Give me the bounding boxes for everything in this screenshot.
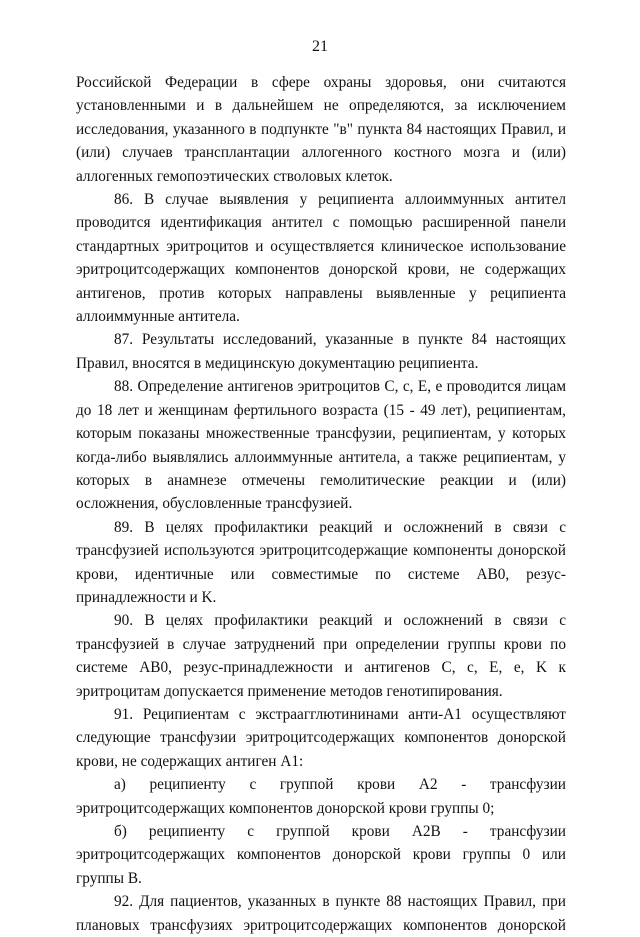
paragraph-86: 86. В случае выявления у реципиента аллоиммунных антител проводится идентификация антител с помощью расширенной панели стандартных эритроцитов и осуществляется клиническое использование эритроцитсодержащих компонентов донорской крови, не содержащих антигенов, против которых направлены выявленные у реципиента аллоиммунные антитела. <box>76 191 566 326</box>
paragraph-88: 88. Определение антигенов эритроцитов C, c, E, e проводится лицам до 18 лет и женщинам фертильного возраста (15 - 49 лет), реципиентам, которым показаны множественные трансфузии, реципиентам, у которых когда-либо выявлялись аллоиммунные антитела, а также реципиентам, у которых в анамнезе отмечены гемолитические реакции и (или) осложнения, обусловленные трансфузией. <box>76 378 566 513</box>
paragraph-91-b: б) реципиенту с группой крови A2B - трансфузии эритроцитсодержащих компонентов донорской крови группы 0 или группы B. <box>76 823 566 887</box>
paragraph-87: 87. Результаты исследований, указанные в пункте 84 настоящих Правил, вносятся в медицинскую документацию реципиента. <box>76 331 566 372</box>
document-body <box>76 71 566 937</box>
paragraph-90: 90. В целях профилактики реакций и осложнений в связи с трансфузией в случае затруднений при определении группы крови по системе AB0, резус-принадлежности и антигенов C, c, E, e, K к эритроцитам допускается применение методов генотипирования. <box>76 612 566 700</box>
paragraph-92: 92. Для пациентов, указанных в пункте 88 настоящих Правил, при плановых трансфузиях эритроцитсодержащих компонентов донорской <box>76 893 566 934</box>
paragraph-91-a: а) реципиенту с группой крови A2 - трансфузии эритроцитсодержащих компонентов донорской крови группы 0; <box>76 776 566 817</box>
paragraph-continuation: Российской Федерации в сфере охраны здоровья, они считаются установленными и в дальнейшем не определяются, за исключением исследования, указанного в подпункте "в" пункта 84 настоящих Правил, и (или) случаев трансплантации аллогенного костного мозга и (или) аллогенных гемопоэтических стволовых клеток. <box>76 74 566 185</box>
paragraph-91: 91. Реципиентам с экстраагглютининами анти-A1 осуществляют следующие трансфузии эритроцитсодержащих компонентов донорской крови, не содержащих антиген A1: <box>76 705 566 770</box>
page-number: 21 <box>312 38 328 55</box>
paragraph-89: 89. В целях профилактики реакций и осложнений в связи с трансфузией используются эритроцитсодержащие компоненты донорской крови, идентичные или совместимые по системе AB0, резус-принадлежности и K. <box>76 518 566 606</box>
